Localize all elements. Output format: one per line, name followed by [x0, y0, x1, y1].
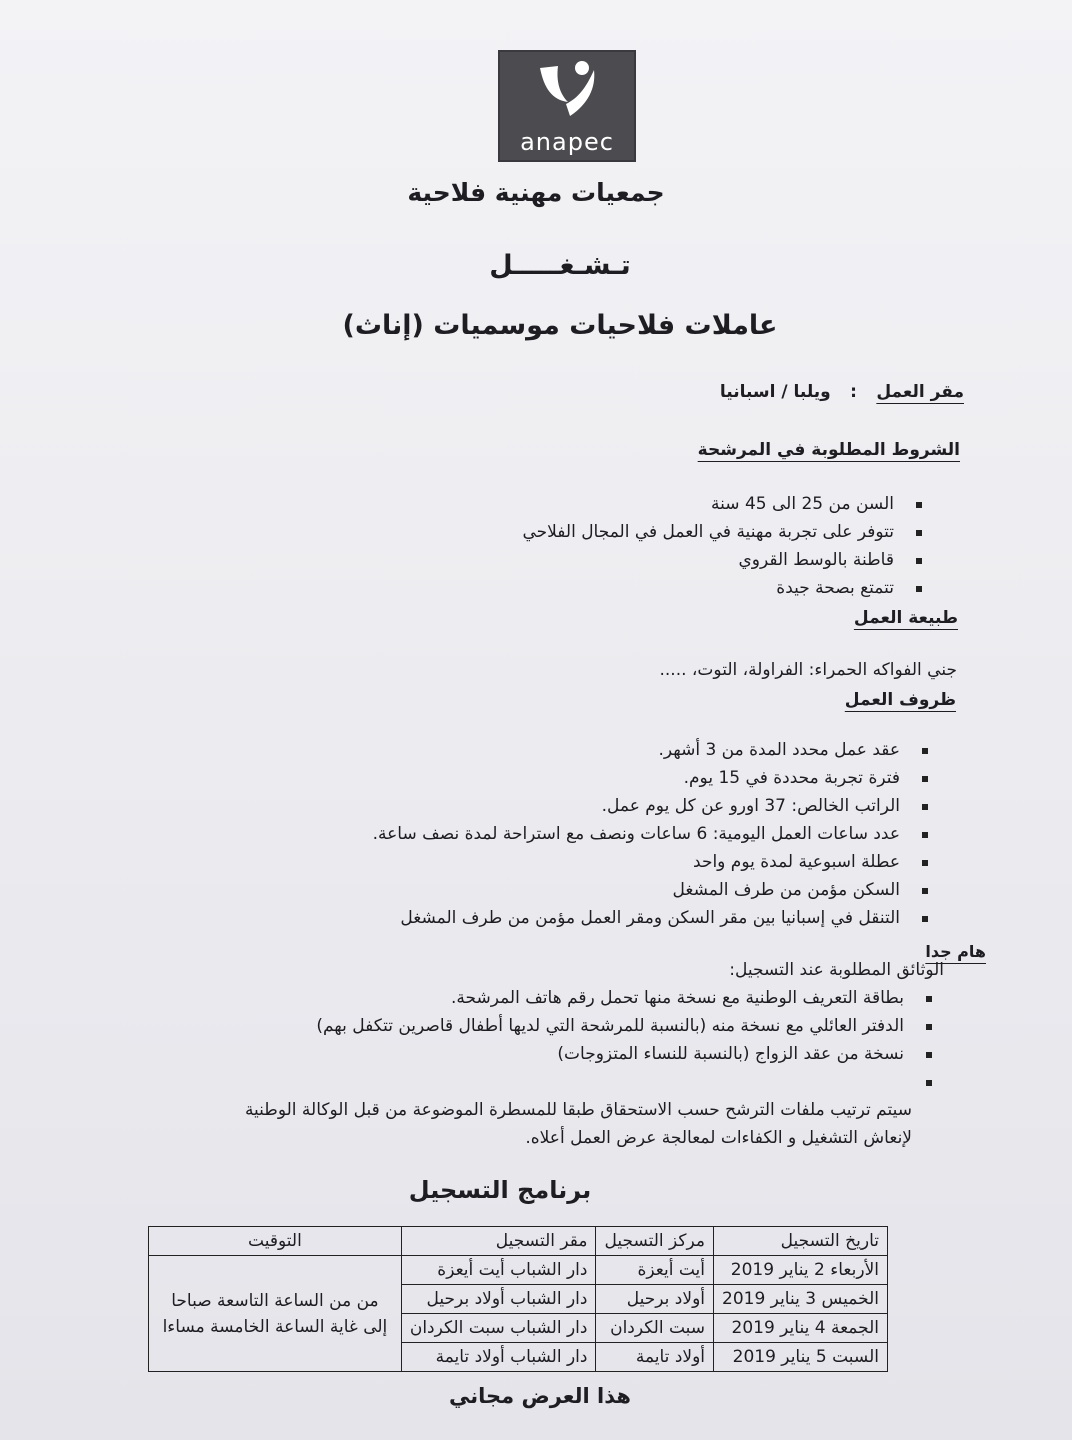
job-nature-heading: طبيعة العمل — [853, 608, 958, 628]
logo-wordmark: anapec — [520, 128, 614, 156]
requirements-list — [522, 490, 894, 602]
documents-heading: الوثائق المطلوبة عند التسجيل: — [729, 960, 944, 980]
free-offer-note: هذا العرض مجاني — [449, 1384, 631, 1408]
table-header-row — [149, 1227, 888, 1256]
list-item: الراتب الخالص: 37 اورو عن كل يوم عمل. — [373, 792, 900, 820]
list-item: السكن مؤمن من طرف المشغل — [373, 876, 900, 904]
list-item: الدفتر العائلي مع نسخة منه (بالنسبة للمرشحة التي لديها أطفال قاصرين تتكفل بهم) — [316, 1012, 904, 1040]
job-title: عاملات فلاحيات موسميات (إناث) — [342, 310, 778, 341]
list-item: تتمتع بصحة جيدة — [522, 574, 894, 602]
table-cell: أولاد برحيل — [596, 1285, 714, 1314]
requirements-heading: الشروط المطلوبة في المرشحة — [697, 440, 960, 460]
table-cell: سبت الكردان — [596, 1314, 714, 1343]
table-cell: دار الشباب سبت الكردان — [401, 1314, 596, 1343]
registration-table — [148, 1226, 888, 1372]
list-item: السن من 25 الى 45 سنة — [522, 490, 894, 518]
selection-note: سيتم ترتيب ملفات الترشح حسب الاستحقاق طبقا للمسطرة الموضوعة من قبل الوكالة الوطنية لإنعاش التشغيل و الكفاءات لمعالجة عرض العمل أعلاه. — [244, 1100, 912, 1148]
table-cell-time: من من الساعة التاسعة صباحا إلى غاية الساعة الخامسة مساءا — [149, 1256, 402, 1372]
job-nature-text: جني الفواكه الحمراء: الفراولة، التوت، ..... — [659, 660, 957, 680]
list-item: التنقل في إسبانيا بين مقر السكن ومقر العمل مؤمن من طرف المشغل — [373, 904, 900, 932]
list-item: عطلة اسبوعية لمدة يوم واحد — [373, 848, 900, 876]
anapec-emblem-icon — [530, 58, 604, 126]
column-header: مركز التسجيل — [596, 1227, 714, 1256]
table-cell: الأربعاء 2 يناير 2019 — [714, 1256, 888, 1285]
column-header: مقر التسجيل — [401, 1227, 596, 1256]
table-cell: دار الشباب أولاد تايمة — [401, 1343, 596, 1372]
list-item: نسخة من عقد الزواج (بالنسبة للنساء المتزوجات) — [316, 1040, 904, 1068]
list-item: عقد عمل محدد المدة من 3 أشهر. — [373, 736, 900, 764]
workplace-separator: : — [850, 382, 857, 402]
organization-title: جمعيات مهنية فلاحية — [407, 178, 665, 207]
registration-program-title: برنامج التسجيل — [408, 1176, 592, 1204]
page-heading: تـشـغـــــل — [489, 250, 631, 281]
important-note: هام جدا — [925, 942, 986, 961]
conditions-heading: ظروف العمل — [844, 690, 956, 710]
workplace-label: مقر العمل — [876, 382, 964, 402]
list-item: عدد ساعات العمل اليومية: 6 ساعات ونصف مع استراحة لمدة نصف ساعة. — [373, 820, 900, 848]
workplace-line — [720, 382, 964, 402]
table-cell: أولاد تايمة — [596, 1343, 714, 1372]
workplace-value: ويلبا / اسبانيا — [719, 382, 831, 402]
table-cell: دار الشباب أولاد برحيل — [401, 1285, 596, 1314]
conditions-list — [373, 736, 900, 932]
table-cell: الخميس 3 يناير 2019 — [714, 1285, 888, 1314]
list-item: قاطنة بالوسط القروي — [522, 546, 894, 574]
table-cell: الجمعة 4 يناير 2019 — [714, 1314, 888, 1343]
documents-list — [316, 984, 904, 1096]
column-header: التوقيت — [149, 1227, 402, 1256]
list-item — [316, 1068, 904, 1096]
anapec-logo — [498, 50, 636, 162]
column-header: تاريخ التسجيل — [714, 1227, 888, 1256]
table-cell: السبت 5 يناير 2019 — [714, 1343, 888, 1372]
list-item: فترة تجربة محددة في 15 يوم. — [373, 764, 900, 792]
list-item: بطاقة التعريف الوطنية مع نسخة منها تحمل رقم هاتف المرشحة. — [316, 984, 904, 1012]
table-row — [149, 1256, 888, 1285]
table-cell: دار الشباب أيت أيعزة — [401, 1256, 596, 1285]
list-item: تتوفر على تجربة مهنية في العمل في المجال الفلاحي — [522, 518, 894, 546]
table-cell: أيت أيعزة — [596, 1256, 714, 1285]
